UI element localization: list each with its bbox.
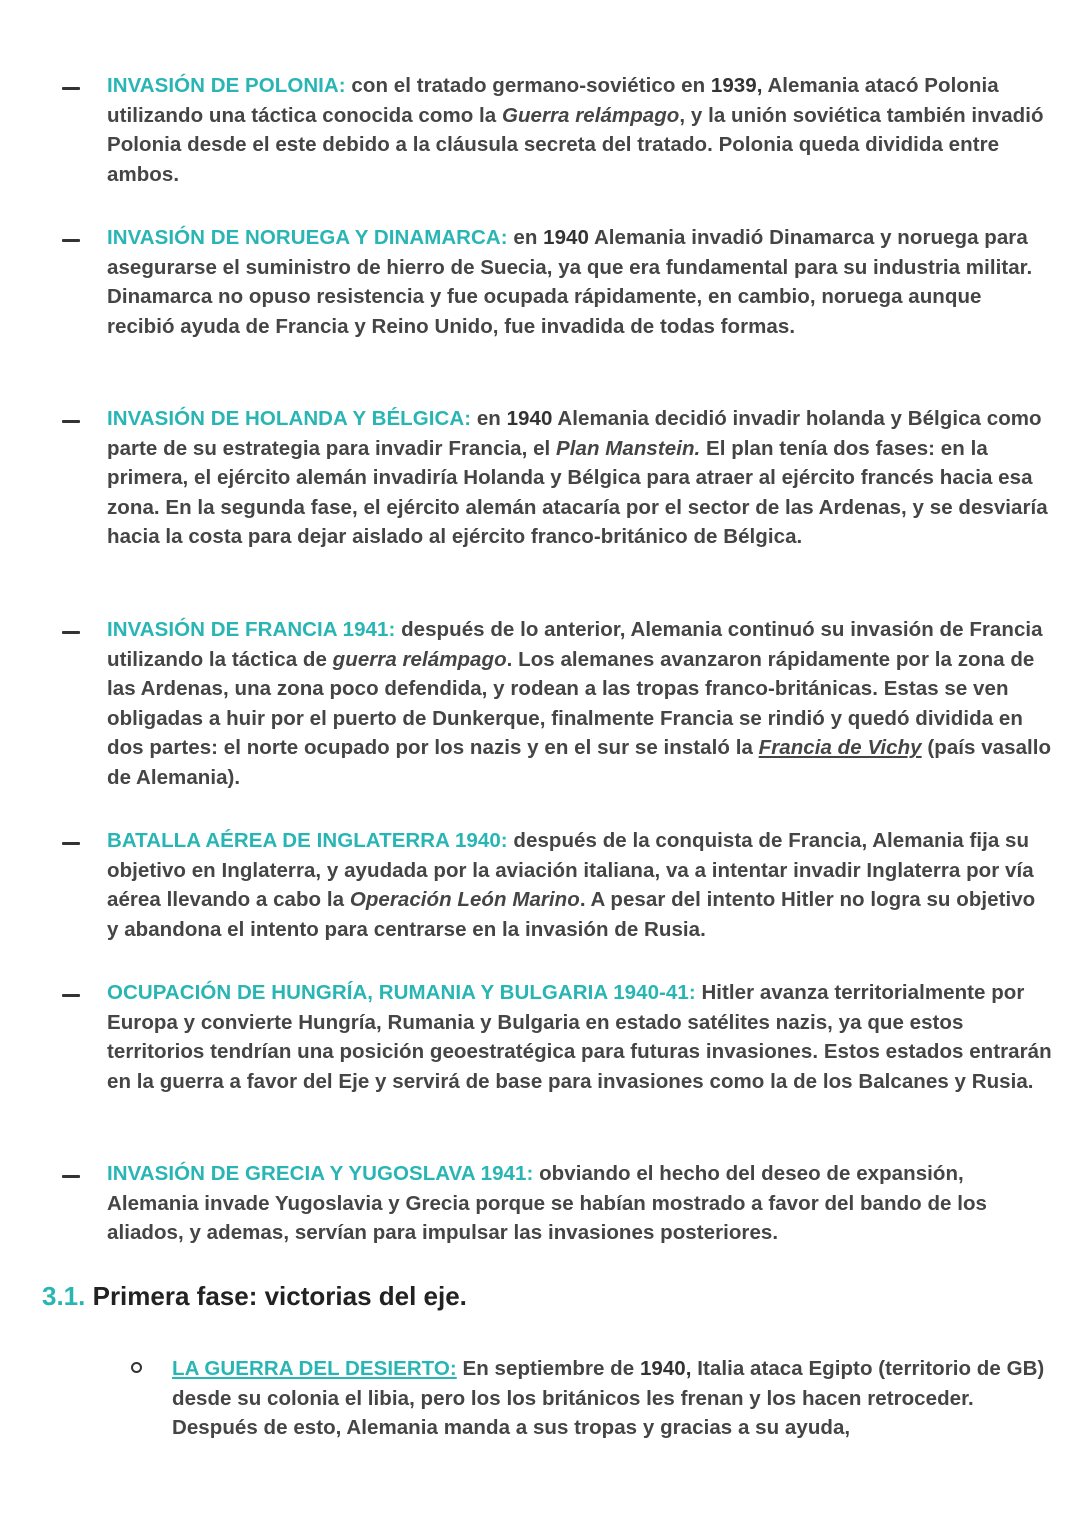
item-emphasis: Guerra relámpago (501, 103, 680, 127)
item-text (107, 826, 1052, 944)
heading-year: 1941 (342, 618, 389, 641)
item-body: Italia ataca Egipto (territorio de GB) desde su colonia el libia, pero los los británicos les frenan y los hacen retroceder. Después de esto, Alemania manda a sus tropas y gracias a su ayuda, (172, 1357, 1045, 1440)
item-body: . Los alemanes avanzaron rápidamente por la zona de las Ardenas, una zona poco defendida, y rodean a las tropas franco-británicas. Estas se ven obligadas a huir por el puerto de Dunkerque, finalmente Francia se rindió y quedó dividida en dos partes: el norte ocupado por los nazis y en el sur se instaló la (107, 647, 1035, 760)
item-text (107, 223, 1052, 341)
list-item-inglaterra (62, 826, 1052, 944)
item-heading: INVASIÓN DE HOLANDA Y BÉLGICA: (107, 407, 472, 430)
item-text (107, 615, 1052, 793)
item-body: Alemania invadió Dinamarca y noruega para asegurarse el suministro de hierro de Suecia, ya que era fundamental para su industria militar. Dinamarca no opuso resistencia y fue ocupada rápidamente, en cambio, noruega aunque recibió ayuda de Francia y Reino Unido, fue invadida de todas formas. (107, 226, 1033, 338)
dash-bullet-icon (62, 87, 80, 90)
dash-bullet-icon (62, 994, 80, 997)
sub-list-item-desierto (131, 1354, 1046, 1443)
sub-item-heading: LA GUERRA DEL DESIERTO: (172, 1357, 457, 1380)
item-body: . A pesar del intento Hitler no logra su objetivo y abandona el intento para centrarse en la invasión de Rusia. (107, 888, 1036, 941)
item-emphasis: Operación León Marino (349, 888, 580, 912)
item-body: Alemania decidió invadir holanda y Bélgica como parte de su estrategia para invadir Francia, el (107, 407, 1042, 460)
circle-bullet-icon (131, 1362, 142, 1373)
item-heading: INVASIÓN DE POLONIA: (107, 74, 346, 97)
section-title: Primera fase: victorias del eje. (85, 1281, 467, 1311)
list-item-francia (62, 615, 1052, 793)
item-body: Hitler avanza territorialmente por Europa y convierte Hungría, Rumania y Bulgaria en estado satélites nazis, ya que estos territorios tendrían una posición geoestratégica para futuras invasiones. Estos estados entrarán en la guerra a favor del Eje y servirá de base para invasiones como la de los Balcanes y Rusia. (107, 981, 1052, 1093)
item-body: con el tratado germano-soviético en (345, 74, 711, 97)
item-body: Alemania atacó Polonia utilizando una táctica conocida como la (107, 74, 999, 127)
item-body: En septiembre de (456, 1357, 640, 1380)
dash-bullet-icon (62, 842, 80, 845)
item-body: en (471, 407, 507, 430)
list-item-polonia (62, 71, 1052, 189)
item-text (107, 71, 1052, 189)
item-heading: INVASIÓN DE FRANCIA 1941: (107, 618, 396, 641)
item-year: 1940, (639, 1357, 692, 1380)
section-number: 3.1. (42, 1281, 86, 1311)
item-body: , y la unión soviética también invadió Polonia desde el este debido a la cláusula secreta del tratado. Polonia queda dividida entre ambos. (107, 103, 1044, 186)
list-item-hungria-rumania-bulgaria (62, 978, 1052, 1096)
item-year: 1940 (506, 407, 553, 430)
item-text (107, 404, 1052, 552)
item-body: (país vasallo de Alemania). (107, 736, 1052, 789)
item-body: después de lo anterior, Alemania continuó su invasión de Francia utilizando la táctica de (107, 618, 1043, 671)
item-text (172, 1354, 1046, 1443)
item-year: 1940 (543, 226, 589, 249)
item-body: después de la conquista de Francia, Alemania fija su objetivo en Inglaterra, y ayudada por la aviación italiana, va a intentar invadir Inglaterra por vía aérea llevando a cabo la (107, 829, 1034, 912)
heading-year: 1941 (480, 1162, 527, 1185)
item-year: 1939, (710, 74, 763, 97)
item-emphasis: guerra relámpago (332, 647, 507, 671)
list-item-grecia-yugoslavia (62, 1159, 1052, 1248)
heading-year: 1940 (454, 829, 501, 852)
item-body: en (507, 226, 544, 249)
dash-bullet-icon (62, 420, 80, 423)
dash-bullet-icon (62, 239, 80, 242)
section-heading (42, 1281, 467, 1312)
item-body: obviando el hecho del deseo de expansión, Alemania invade Yugoslavia y Grecia porque se habían mostrado a favor del bando de los aliados, y ademas, servían para impulsar las invasiones posteriores. (107, 1162, 988, 1245)
item-heading: INVASIÓN DE NORUEGA Y DINAMARCA: (107, 226, 508, 249)
heading-year: 1940-41 (613, 981, 689, 1004)
list-item-holanda-belgica (62, 404, 1052, 552)
item-text (107, 1159, 1052, 1248)
item-heading: BATALLA AÉREA DE INGLATERRA 1940: (107, 829, 508, 852)
item-heading: OCUPACIÓN DE HUNGRÍA, RUMANIA Y BULGARIA 1940-41: (107, 981, 696, 1004)
list-item-noruega-dinamarca (62, 223, 1052, 341)
dash-bullet-icon (62, 1175, 80, 1178)
item-text (107, 978, 1052, 1096)
dash-bullet-icon (62, 631, 80, 634)
item-emphasis: Plan Manstein. (556, 436, 701, 460)
item-body: El plan tenía dos fases: en la primera, el ejército alemán invadiría Holanda y Bélgica para atraer al ejército francés hacia esa zona. En la segunda fase, el ejército alemán atacaría por el sector de las Ardenas, y se desviaría hacia la costa para dejar aislado al ejército franco-británico de Bélgica. (107, 436, 1048, 549)
vichy-link: Francia de Vichy (758, 736, 922, 760)
item-heading: INVASIÓN DE GRECIA Y YUGOSLAVA 1941: (107, 1162, 534, 1185)
